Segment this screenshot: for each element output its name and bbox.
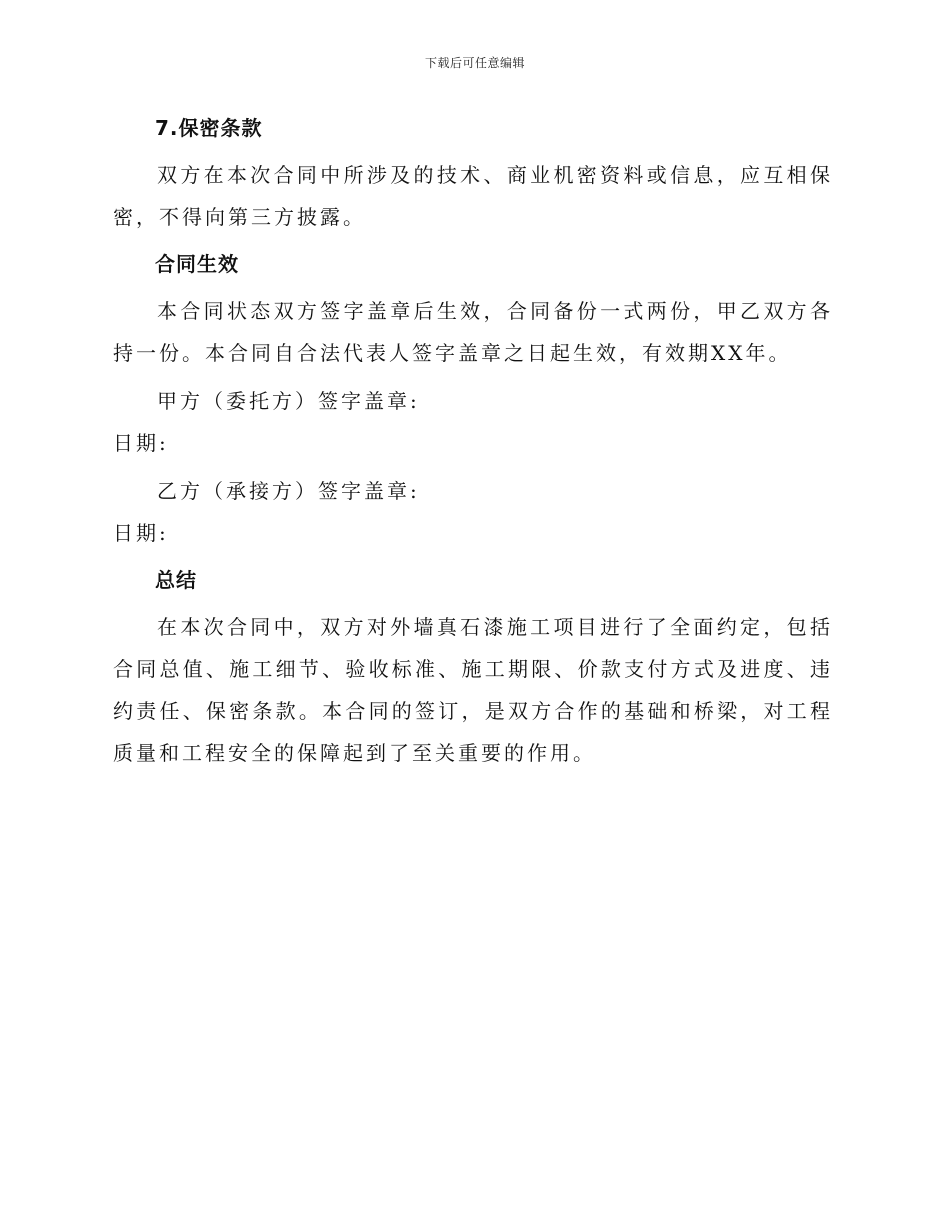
party-a-signature-label: 甲方（委托方）签字盖章:	[157, 389, 420, 413]
section-body-effectiveness: 本合同状态双方签字盖章后生效，合同备份一式两份，甲乙双方各持一份。本合同自合法代表人签字盖章之日起生效，有效期XX年。	[113, 299, 833, 365]
document-body	[113, 108, 833, 780]
party-b-date-label: 日期:	[113, 521, 169, 545]
section-title-summary: 总结	[155, 568, 197, 592]
page-header: 下载后可任意编辑	[424, 56, 525, 70]
party-a-date-label: 日期:	[113, 431, 169, 455]
section-title-effectiveness: 合同生效	[155, 252, 239, 276]
section-title-confidentiality: 7.保密条款	[155, 116, 263, 140]
section-body-confidentiality: 双方在本次合同中所涉及的技术、商业机密资料或信息，应互相保密，不得向第三方披露。	[113, 163, 833, 229]
section-body-summary: 在本次合同中，双方对外墙真石漆施工项目进行了全面约定，包括合同总值、施工细节、验收标准、施工期限、价款支付方式及进度、违约责任、保密条款。本合同的签订，是双方合作的基础和桥梁，对工程质量和工程安全的保障起到了至关重要的作用。	[113, 615, 833, 765]
party-b-signature-label: 乙方（承接方）签字盖章:	[157, 479, 420, 503]
